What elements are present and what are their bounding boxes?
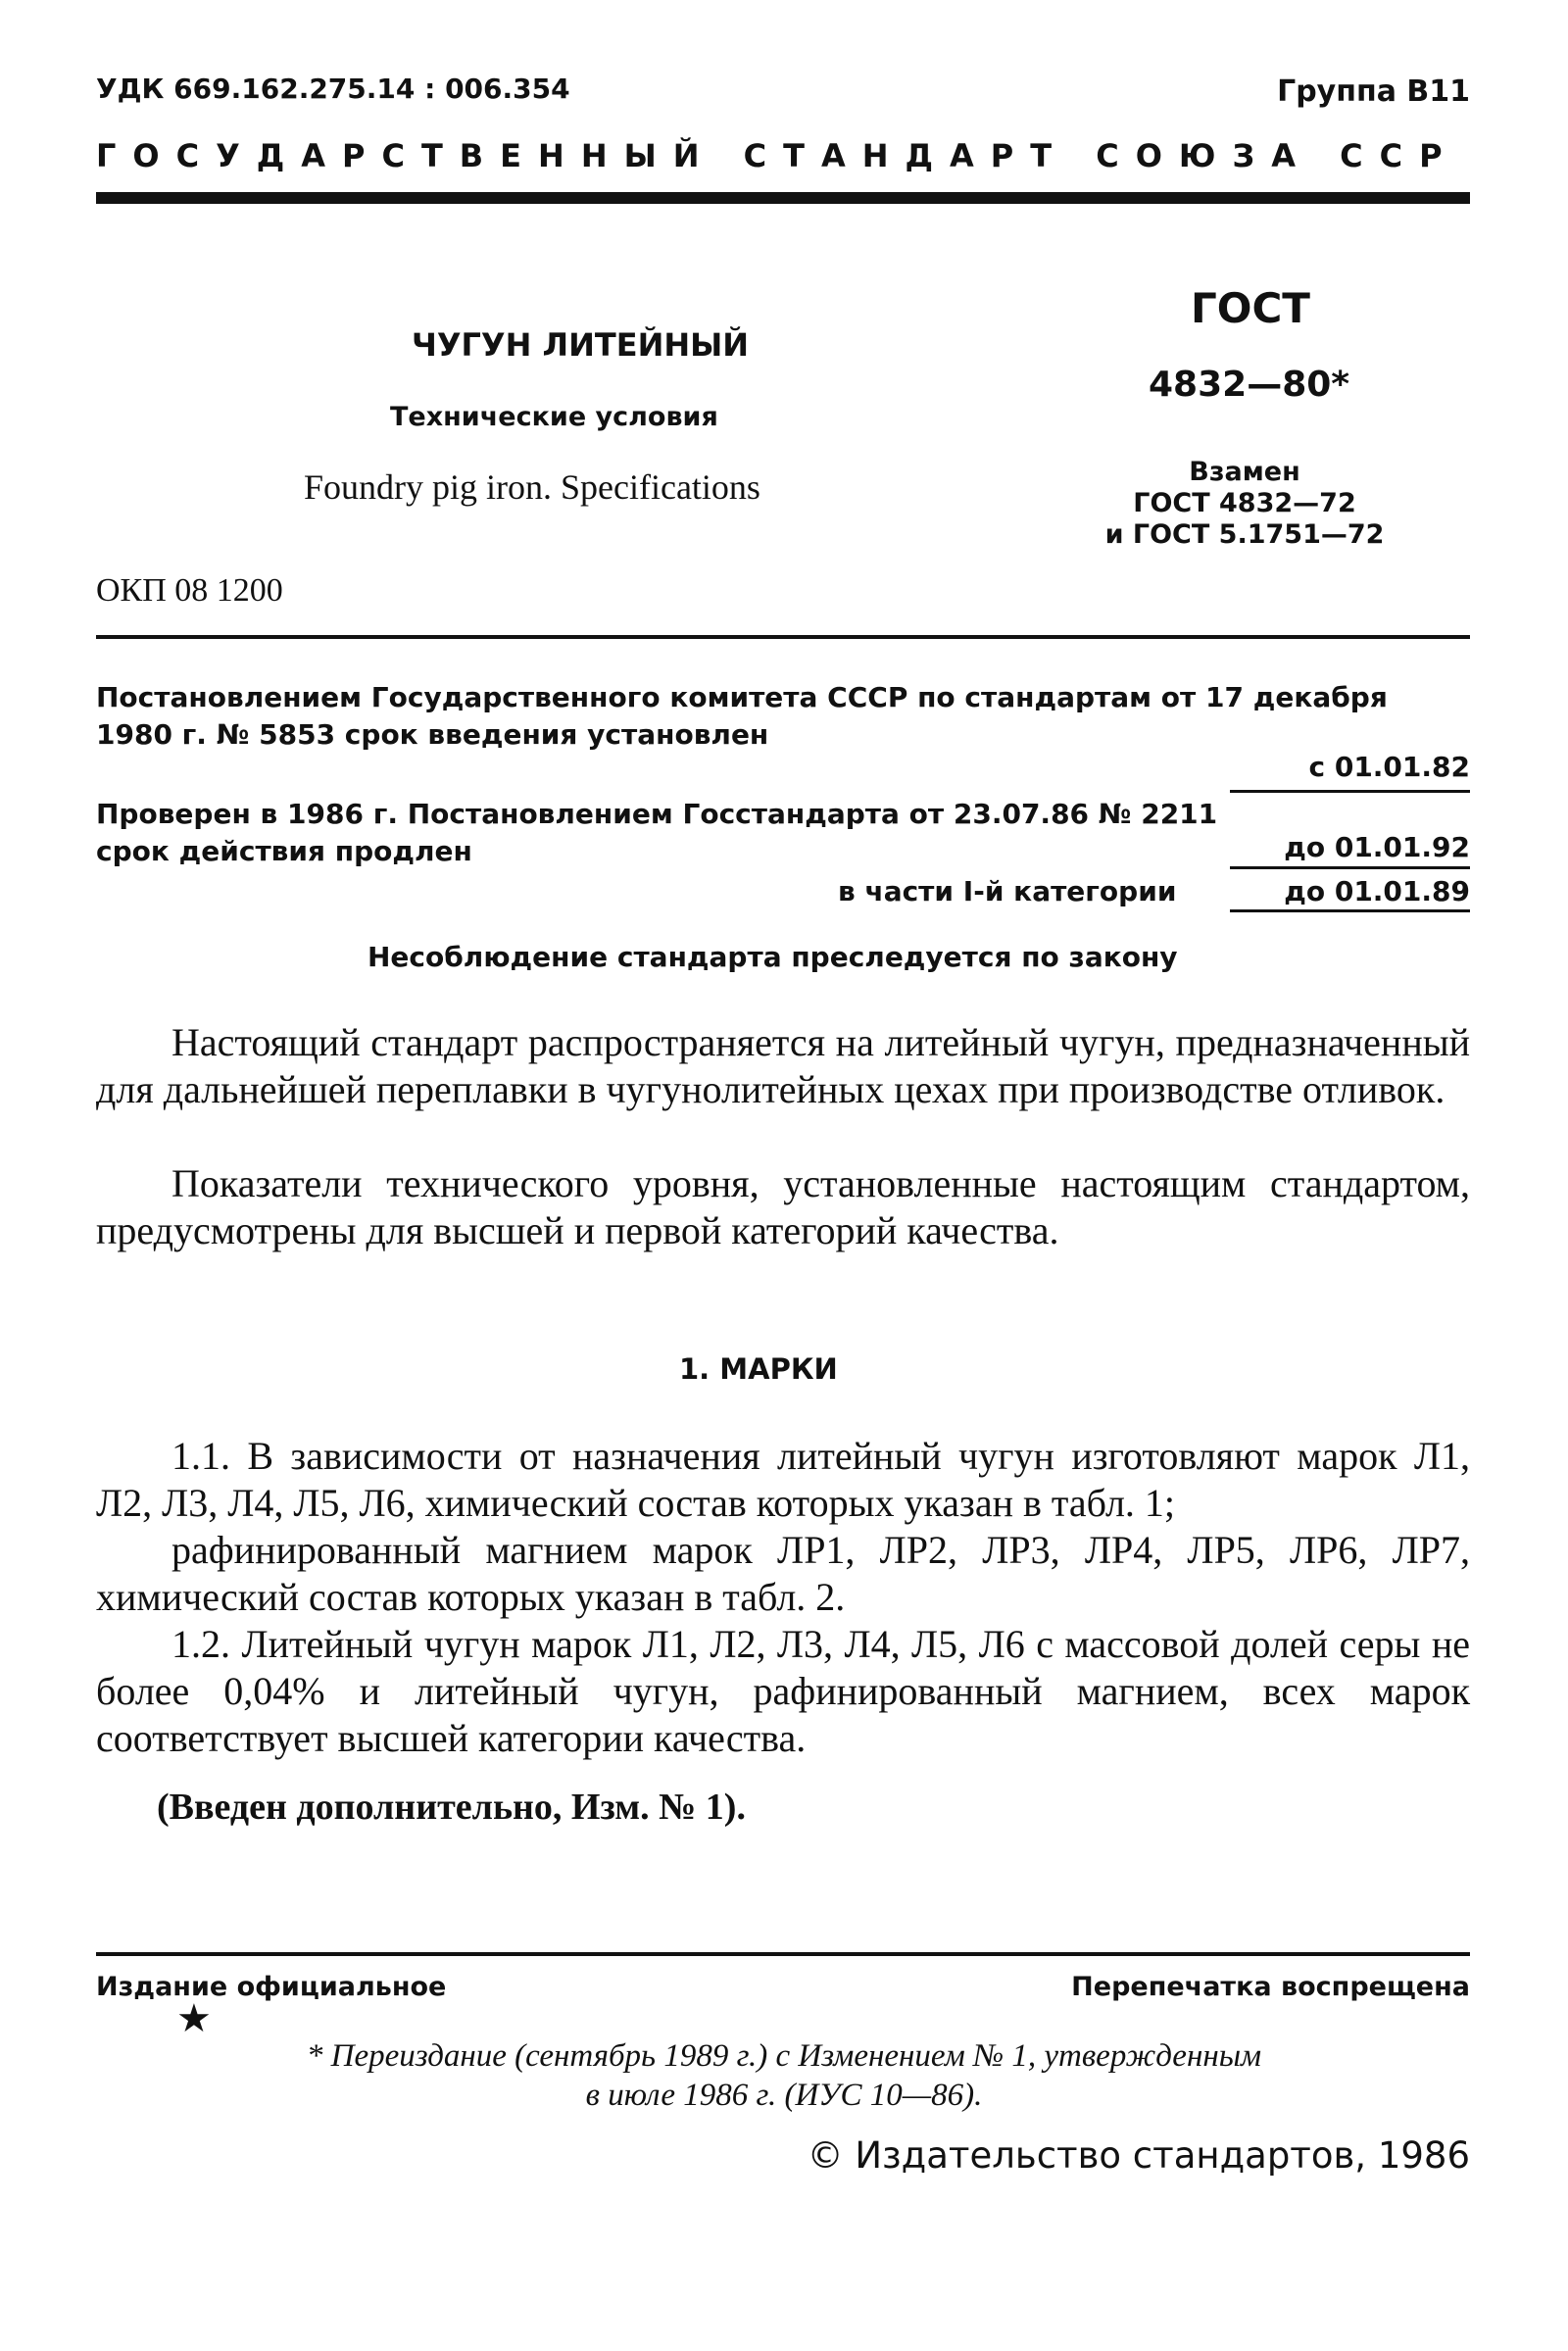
- clause-1-1-refined: рафинированный магнием марок ЛР1, ЛР2, ЛР3, ЛР4, ЛР5, ЛР6, ЛР7, химический состав которых указан в табл. 2.: [96, 1528, 1470, 1619]
- clause-1-1: 1.1. В зависимости от назначения литейный чугун изготовляют марок Л1, Л2, Л3, Л4, Л5, Л6, химический состав которых указан в табл. 1;: [96, 1434, 1470, 1525]
- star-icon: ★: [176, 1996, 212, 2040]
- replace-line-2: и ГОСТ 5.1751—72: [1104, 519, 1385, 550]
- section-body: [96, 1433, 1470, 1762]
- reprint-prohibited: Перепечатка воспрещена: [1071, 1972, 1470, 2002]
- group-code: Группа В11: [1277, 74, 1470, 109]
- udk-code: УДК 669.162.275.14 : 006.354: [96, 73, 570, 105]
- document-title: ЧУГУН ЛИТЕЙНЫЙ: [412, 326, 750, 364]
- intro-text-2: Показатели технического уровня, установленные настоящим стандартом, предусмотрены для высшей и первой категорий качества.: [96, 1161, 1470, 1252]
- replace-label: Взамен: [1189, 457, 1300, 487]
- intro-paragraph-2: [96, 1160, 1470, 1254]
- okp-code: ОКП 08 1200: [96, 572, 283, 609]
- decree-text: Постановлением Государственного комитета СССР по стандартам от 17 декабря 1980 г. № 5853 срок введения установлен: [96, 681, 1388, 751]
- reissue-line-1: * Переиздание (сентябрь 1989 г.) с Изменением № 1, утвержденным: [306, 2038, 1262, 2074]
- footer-rule: [96, 1952, 1470, 1956]
- english-title: Foundry pig iron. Specifications: [304, 467, 760, 507]
- category-label: в части I-й категории: [838, 875, 1177, 907]
- replaced-standards: [1098, 457, 1392, 551]
- state-standard-heading: ГОСУДАРСТВЕННЫЙ СТАНДАРТ СОЮЗА ССР: [96, 137, 1459, 174]
- clause-1-2: 1.2. Литейный чугун марок Л1, Л2, Л3, Л4, Л5, Л6 с массовой долей серы не более 0,04% и литейный чугун, рафинированный магнием, всех марок соответствует высшей категории качества.: [96, 1622, 1470, 1760]
- effective-date-underline: [1230, 790, 1470, 793]
- amendment-note: (Введен дополнительно, Изм. № 1).: [157, 1787, 746, 1828]
- checked-text: Проверен в 1986 г. Постановлением Госстандарта от 23.07.86 № 2211 срок действия продлен: [96, 798, 1218, 867]
- reissue-note: [206, 2036, 1362, 2115]
- header-rule: [96, 192, 1470, 204]
- replace-line-1: ГОСТ 4832—72: [1133, 488, 1356, 518]
- gost-label: ГОСТ: [1191, 284, 1310, 332]
- section-title: 1. МАРКИ: [679, 1352, 838, 1386]
- copyright: © Издательство стандартов, 1986: [807, 2134, 1470, 2177]
- extended-date-underline: [1230, 866, 1470, 869]
- official-edition: Издание официальное: [96, 1972, 447, 2002]
- gost-number: 4832—80*: [1149, 365, 1350, 405]
- intro-paragraph-1: [96, 1019, 1470, 1113]
- intro-text-1: Настоящий стандарт распространяется на литейный чугун, предназначенный для дальнейшей переплавки в чугунолитейных цехах при производстве отливок.: [96, 1020, 1470, 1111]
- title-rule: [96, 635, 1470, 639]
- reissue-line-2: в июле 1986 г. (ИУС 10—86).: [585, 2078, 983, 2113]
- noncompliance-notice: Несоблюдение стандарта преследуется по закону: [368, 941, 1178, 973]
- category-date: до 01.01.89: [1284, 875, 1470, 907]
- extended-date: до 01.01.92: [1284, 831, 1470, 863]
- effective-date: с 01.01.82: [1308, 751, 1470, 783]
- category-date-underline: [1230, 909, 1470, 912]
- document-subtitle: Технические условия: [390, 402, 718, 432]
